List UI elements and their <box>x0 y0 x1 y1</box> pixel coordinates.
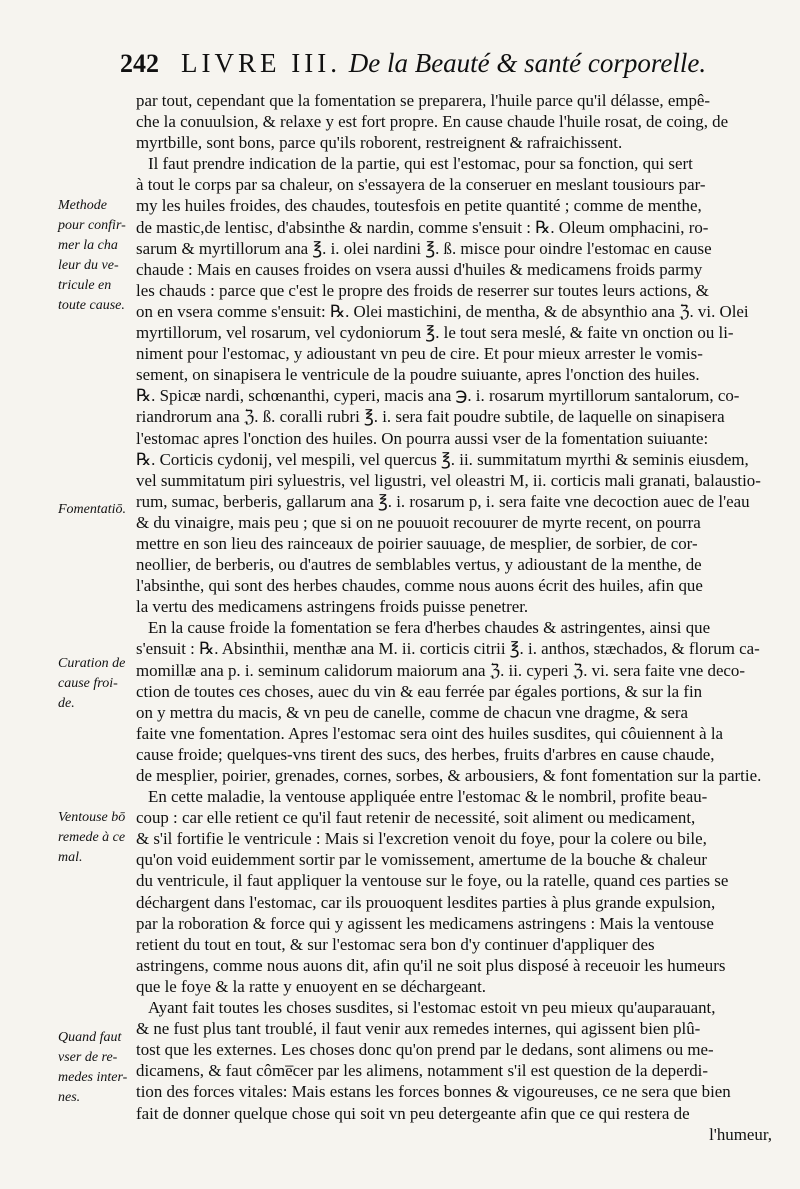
text-line: du ventricule, il faut appliquer la ventouse sur le foye, ou la ratelle, quand ces parties se <box>136 871 729 891</box>
text-line: on y mettra du macis, & vn peu de canelle, comme de chacun vne dragme, & sera <box>136 702 689 722</box>
text-line: mettre en son lieu des rainceaux de poirier sauuage, de mesplier, de sorbier, de cor- <box>136 533 698 553</box>
text-line: qu'on void euidemment sortir par le vomissement, amertume de la bouche & chaleur <box>136 850 708 870</box>
text-line: tost que les externes. Les choses donc qu'on prend par le dedans, sont alimens ou me- <box>136 1040 714 1060</box>
text-line: myrtillorum, vel rosarum, vel cydoniorum ℥. le tout sera meslé, & faite vn onction ou li- <box>136 323 734 343</box>
text-line: En la cause froide la fomentation se fera d'herbes chaudes & astringentes, ainsi que <box>148 618 711 638</box>
text-line: la vertu des medicamens astringens froids puisse penetrer. <box>136 597 529 617</box>
text-line: l'humeur, <box>709 1124 772 1144</box>
body-text <box>136 90 772 1145</box>
text-line: retient du tout en tout, & sur l'estomac sera bon d'y continuer d'appliquer des <box>136 934 655 954</box>
text-line: de mastic,de lentisc, d'absinthe & nardin, comme s'ensuit : ℞. Oleum omphacini, ro- <box>136 217 709 237</box>
text-line: on en vsera comme s'ensuit: ℞. Olei mastichini, de mentha, & de absynthio ana ℨ. vi. Olei <box>136 301 749 321</box>
text-line: & s'il fortifie le ventricule : Mais si l'excretion venoit du foye, pour la colere ou bile, <box>136 829 707 849</box>
text-line: cause froide; quelques-vns tirent des sucs, des herbes, fruits d'arbres en cause chaude, <box>136 744 715 764</box>
text-line: & ne fust plus tant troublé, il faut venir aux remedes internes, qui agissent bien plû- <box>136 1019 701 1039</box>
text-line: myrtbille, sont bons, parce qu'ils roborent, restreignent & rafraichissent. <box>136 133 623 153</box>
text-line: vel summitatum piri syluestris, vel ligustri, vel oleastri M, ii. corticis mali granati, balaustio- <box>136 470 761 490</box>
text-line: niment pour l'estomac, y adioustant vn peu de cire. Et pour mieux arrester le vomis- <box>136 344 703 364</box>
text-line: coup : car elle retient ce qu'il faut retenir de necessité, soit aliment ou medicament, <box>136 808 696 828</box>
text-line: par tout, cependant que la fomentation se preparera, l'huile parce qu'il délasse, empê- <box>136 91 711 110</box>
text-line: dicamens, & faut côme̅cer par les alimens, notamment s'il est question de la deperdi- <box>136 1061 708 1081</box>
text-line: ℞. Spicæ nardi, schœnanthi, cyperi, macis ana ℈. i. rosarum myrtillorum santalorum, co- <box>136 386 740 406</box>
text-line: ℞. Corticis cydonij, vel mespili, vel quercus ℥. ii. summitatum myrthi & seminis eiusdem, <box>136 449 749 469</box>
margin-note-ventouse: Ventouse bō remede à ce mal. <box>58 810 126 865</box>
text-line: l'estomac apres l'onction des huiles. On pourra aussi vser de la fomentation suiuante: <box>136 428 709 448</box>
text-line: & du vinaigre, mais peu ; que si on ne pouuoit recouurer de myrte recent, on pourra <box>136 512 701 532</box>
text-line: l'absinthe, qui sont des herbes chaudes, comme nous auons écrit des huiles, afin que <box>136 576 703 596</box>
text-line: à tout le corps par sa chaleur, on s'essayera de la conseruer en meslant tousiours par- <box>136 175 706 195</box>
text-line: faite vne fomentation. Apres l'estomac sera oint des huiles susdites, qui côuiennent à la <box>136 723 724 743</box>
margin-note-curation: Curation de cause froi- de. <box>58 656 126 711</box>
text-line: Il faut prendre indication de la partie, qui est l'estomac, pour sa fonction, qui sert <box>148 154 693 174</box>
text-line: che la conuulsion, & relaxe y est fort propre. En cause chaude l'huile rosat, de coing, de <box>136 112 729 132</box>
text-line: tion des forces vitales: Mais estans les forces bonnes & vigoureuses, ce ne sera que bien <box>136 1082 731 1102</box>
text-line: sarum & myrtillorum ana ℥. i. olei nardini ℥. ß. misce pour oindre l'estomac en cause <box>136 238 712 258</box>
margin-note-quand-faut: Quand faut vser de re- medes inter- nes. <box>58 1030 128 1105</box>
text-line: fait de donner quelque chose qui soit vn peu detergeante afin que ce qui restera de <box>136 1103 690 1123</box>
text-line: astringens, comme nous auons dit, afin qu'il ne soit plus disposé à receuoir les humeurs <box>136 955 726 975</box>
text-line: neollier, de berberis, ou d'autres de semblables vertus, y adioustant de la menthe, de <box>136 555 702 575</box>
text-line: de mesplier, poirier, grenades, cornes, sorbes, & arbousiers, & font fomentation sur la partie. <box>136 766 762 785</box>
text-line: que le foye & la ratte y enuoyent en se déchargeant. <box>136 976 487 996</box>
text-line: riandrorum ana ℨ. ß. coralli rubri ℥. i. sera fait poudre subtile, de laquelle on sinapisera <box>136 407 725 427</box>
text-line: momillæ ana p. i. seminum calidorum maiorum ana ℨ. ii. cyperi ℨ. vi. sera faite vne deco- <box>136 660 746 680</box>
text-line: déchargent dans l'estomac, car ils prouoquent lesdites parties à plus grande expulsion, <box>136 892 716 912</box>
page-number: 242 <box>120 49 159 78</box>
text-line: Ayant fait toutes les choses susdites, si l'estomac estoit vn peu mieux qu'auparauant, <box>148 998 716 1018</box>
text-line: les chauds : parce que c'est le propre des froids de reserrer sur toutes leurs actions, & <box>136 280 709 300</box>
page-header <box>120 48 780 88</box>
text-line: rum, sumac, berberis, gallarum ana ℥. i. rosarum p, i. sera faite vne decoction auec de l'eau <box>136 491 750 511</box>
margin-note-fomentatio: Fomentatiō. <box>58 502 127 517</box>
text-line: my les huiles froides, des chaudes, toutesfois en petite quantité ; comme de menthe, <box>136 196 702 216</box>
margin-note-methode: Methode pour confir- mer la cha leur du ve- tricule en toute cause. <box>58 198 126 313</box>
text-line: En cette maladie, la ventouse appliquée entre l'estomac & le nombril, profite beau- <box>148 787 708 807</box>
book-label: LIVRE III. <box>181 48 341 78</box>
text-line: par la roboration & force qui y agissent les medicamens astringens : Mais la ventouse <box>136 913 714 933</box>
text-line: chaude : Mais en causes froides on vsera aussi d'huiles & medicamens froids parmy <box>136 259 703 279</box>
running-title <box>181 48 706 79</box>
text-line: s'ensuit : ℞. Absinthii, menthæ ana M. ii. corticis citrii ℥. i. anthos, stæchados, & florum ca- <box>136 639 760 659</box>
running-subtitle: De la Beauté & santé corporelle. <box>348 48 707 78</box>
text-line: ction de toutes ces choses, auec du vin & eau ferrée par égales portions, & sur la fin <box>136 681 703 701</box>
text-line: sement, on sinapisera le ventricule de la poudre suiuante, apres l'onction des huiles. <box>136 365 700 385</box>
